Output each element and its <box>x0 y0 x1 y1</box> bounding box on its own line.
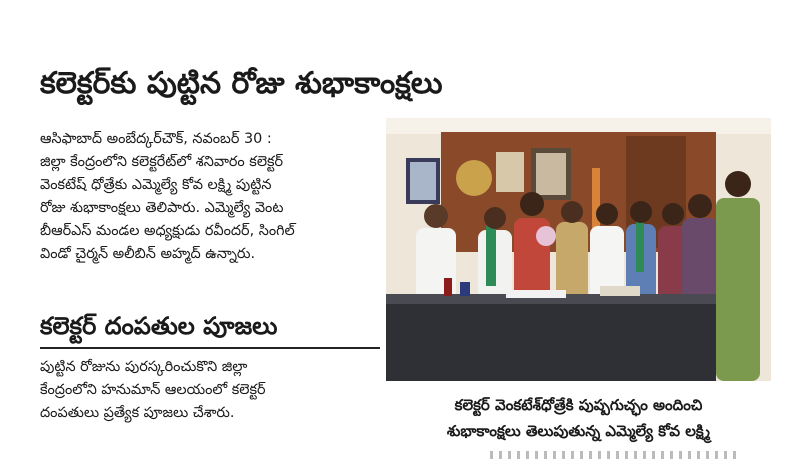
caption-line: శుభాకాంక్షలు తెలుపుతున్న ఎమ్మెల్యే కోవ లక్ష్మి <box>446 422 711 440</box>
article-line: దంపతులు ప్రత్యేక పూజలు చేశారు. <box>40 405 235 421</box>
article-line: విండో చైర్మన్ అలీబిన్ అహ్మద్ ఉన్నారు. <box>40 246 256 262</box>
headline: కలెక్టర్‌కు పుట్టిన రోజు శుభాకాంక్షలు <box>40 66 443 101</box>
article-line: బీఆర్ఎస్ మండల అధ్యక్షుడు రవీందర్, సింగిల్ <box>40 223 295 239</box>
article-body <box>40 128 380 266</box>
article-line: వెంకటేష్ ధోత్రేకు ఎమ్మెల్యే కోవ లక్ష్మి పుట్టిన <box>40 177 272 193</box>
desk <box>386 300 716 381</box>
photo-caption <box>386 392 771 444</box>
article-line: రోజు శుభాకాంక్షలు తెలిపారు. ఎమ్మెల్యే వెంట <box>40 200 284 216</box>
emblem-icon <box>456 160 492 196</box>
article-line: జిల్లా కేంద్రంలోని కలెక్టరేట్‌లో శనివారం కలెక్టర్ <box>40 154 284 170</box>
sub-article-body <box>40 356 380 425</box>
caption-line: కలెక్టర్ వెంకటేశ్‌ధోత్రేకి పుష్పగుచ్ఛం అందించి <box>454 396 703 414</box>
sub-headline: కలెక్టర్ దంపతుల పూజలు <box>40 312 278 340</box>
cutoff-text-fragment <box>490 451 740 459</box>
article-line: ఆసిఫాబాద్ అంబేద్కర్‌చౌక్, నవంబర్ 30 : <box>40 131 272 147</box>
article-line: కేంద్రంలోని హనుమాన్ ఆలయంలో కలెక్టర్ <box>40 382 266 398</box>
divider <box>40 347 380 349</box>
photo-illustration <box>386 118 771 381</box>
article-line: పుట్టిన రోజును పురస్కరించుకొని జిల్లా <box>40 359 248 375</box>
news-photo <box>386 118 771 381</box>
